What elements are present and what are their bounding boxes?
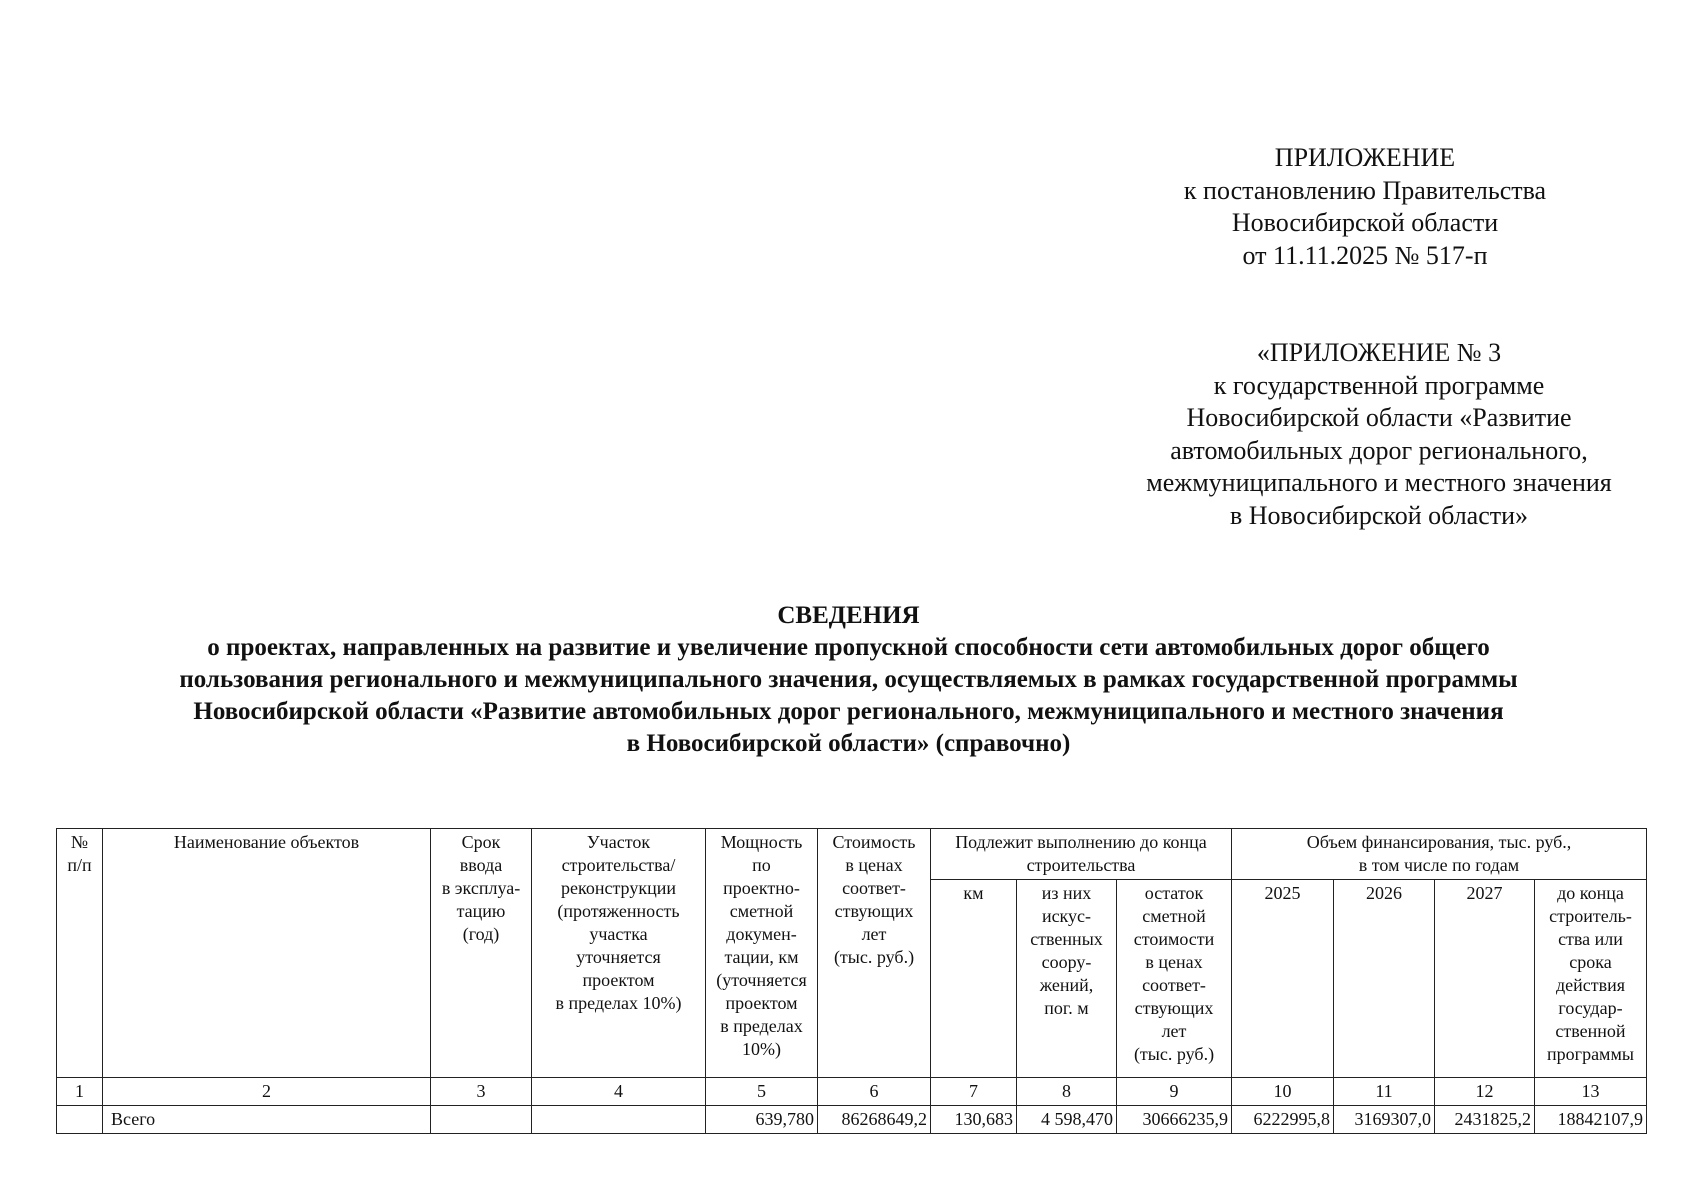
total-km: 130,683 [931, 1106, 1017, 1134]
column-number: 11 [1334, 1078, 1435, 1106]
total-section [532, 1106, 706, 1134]
column-number: 10 [1232, 1078, 1334, 1106]
program-appendix-reference [1118, 337, 1640, 532]
header-to-complete-group: Подлежит выполнению до конца строительства [931, 829, 1232, 880]
total-row [57, 1106, 1647, 1134]
header-km: км [931, 880, 1017, 1078]
program-line: «ПРИЛОЖЕНИЕ № 3 [1256, 338, 1502, 367]
column-number: 9 [1117, 1078, 1232, 1106]
title-line: о проектах, направленных на развитие и увеличение пропускной способности сети автомобильных дорог общего [207, 634, 1490, 661]
program-line: в Новосибирской области» [1229, 500, 1529, 530]
total-term [431, 1106, 532, 1134]
header-until-end: до конца строитель- ства или срока действия государ- ственной программы [1535, 880, 1647, 1078]
title-line: в Новосибирской области» (справочно) [626, 730, 1071, 757]
header-cost: Стоимость в ценах соответ- ствующих лет (тыс. руб.) [818, 829, 931, 1078]
program-line: автомобильных дорог регионального, [1170, 435, 1588, 465]
header-capacity: Мощность по проектно- сметной докумен- тации, км (уточняется проектом в пределах 10%) [706, 829, 818, 1078]
projects-table [56, 828, 1647, 1134]
total-num [57, 1106, 103, 1134]
column-number: 2 [103, 1078, 431, 1106]
appendix-line: от 11.11.2025 № 517-п [1242, 240, 1488, 270]
header-section: Участок строительства/ реконструкции (протяженность участка уточняется проектом в пределах 10%) [532, 829, 706, 1078]
total-cost: 86268649,2 [818, 1106, 931, 1134]
total-artificial: 4 598,470 [1017, 1106, 1117, 1134]
column-number: 1 [57, 1078, 103, 1106]
column-number: 8 [1017, 1078, 1117, 1106]
header-num: № п/п [57, 829, 103, 1078]
title-line: пользования регионального и межмуниципального значения, осуществляемых в рамках государственной программы [179, 666, 1518, 693]
appendix-reference [1118, 142, 1612, 272]
appendix-line: к постановлению Правительства [1183, 175, 1547, 205]
total-until-end: 18842107,9 [1535, 1106, 1647, 1134]
total-2026: 3169307,0 [1334, 1106, 1435, 1134]
header-name: Наименование объектов [103, 829, 431, 1078]
column-number: 3 [431, 1078, 532, 1106]
total-capacity: 639,780 [706, 1106, 818, 1134]
header-funding-group: Объем финансирования, тыс. руб., в том числе по годам [1232, 829, 1647, 880]
total-remaining: 30666235,9 [1117, 1106, 1232, 1134]
total-2025: 6222995,8 [1232, 1106, 1334, 1134]
header-2026: 2026 [1334, 880, 1435, 1078]
header-term: Срок ввода в эксплуа- тацию (год) [431, 829, 532, 1078]
document-title [60, 600, 1637, 760]
column-number-row [57, 1078, 1647, 1106]
header-2025: 2025 [1232, 880, 1334, 1078]
header-artificial: из них искус- ственных соору- жений, пог. м [1017, 880, 1117, 1078]
program-line: Новосибирской области «Развитие [1186, 403, 1572, 432]
appendix-line: ПРИЛОЖЕНИЕ [1274, 143, 1456, 172]
column-number: 5 [706, 1078, 818, 1106]
header-row-top [57, 829, 1647, 880]
header-remaining: остаток сметной стоимости в ценах соответ- ствующих лет (тыс. руб.) [1117, 880, 1232, 1078]
total-2027: 2431825,2 [1435, 1106, 1535, 1134]
total-name: Всего [103, 1106, 431, 1134]
program-line: межмуниципального и местного значения [1146, 468, 1612, 497]
program-line: к государственной программе [1213, 370, 1545, 400]
appendix-line: Новосибирской области [1231, 208, 1499, 237]
title-line: Новосибирской области «Развитие автомобильных дорог регионального, межмуниципального и местного значения [193, 698, 1504, 725]
column-number: 7 [931, 1078, 1017, 1106]
header-2027: 2027 [1435, 880, 1535, 1078]
title-heading: СВЕДЕНИЯ [777, 602, 920, 629]
column-number: 4 [532, 1078, 706, 1106]
column-number: 12 [1435, 1078, 1535, 1106]
column-number: 6 [818, 1078, 931, 1106]
column-number: 13 [1535, 1078, 1647, 1106]
